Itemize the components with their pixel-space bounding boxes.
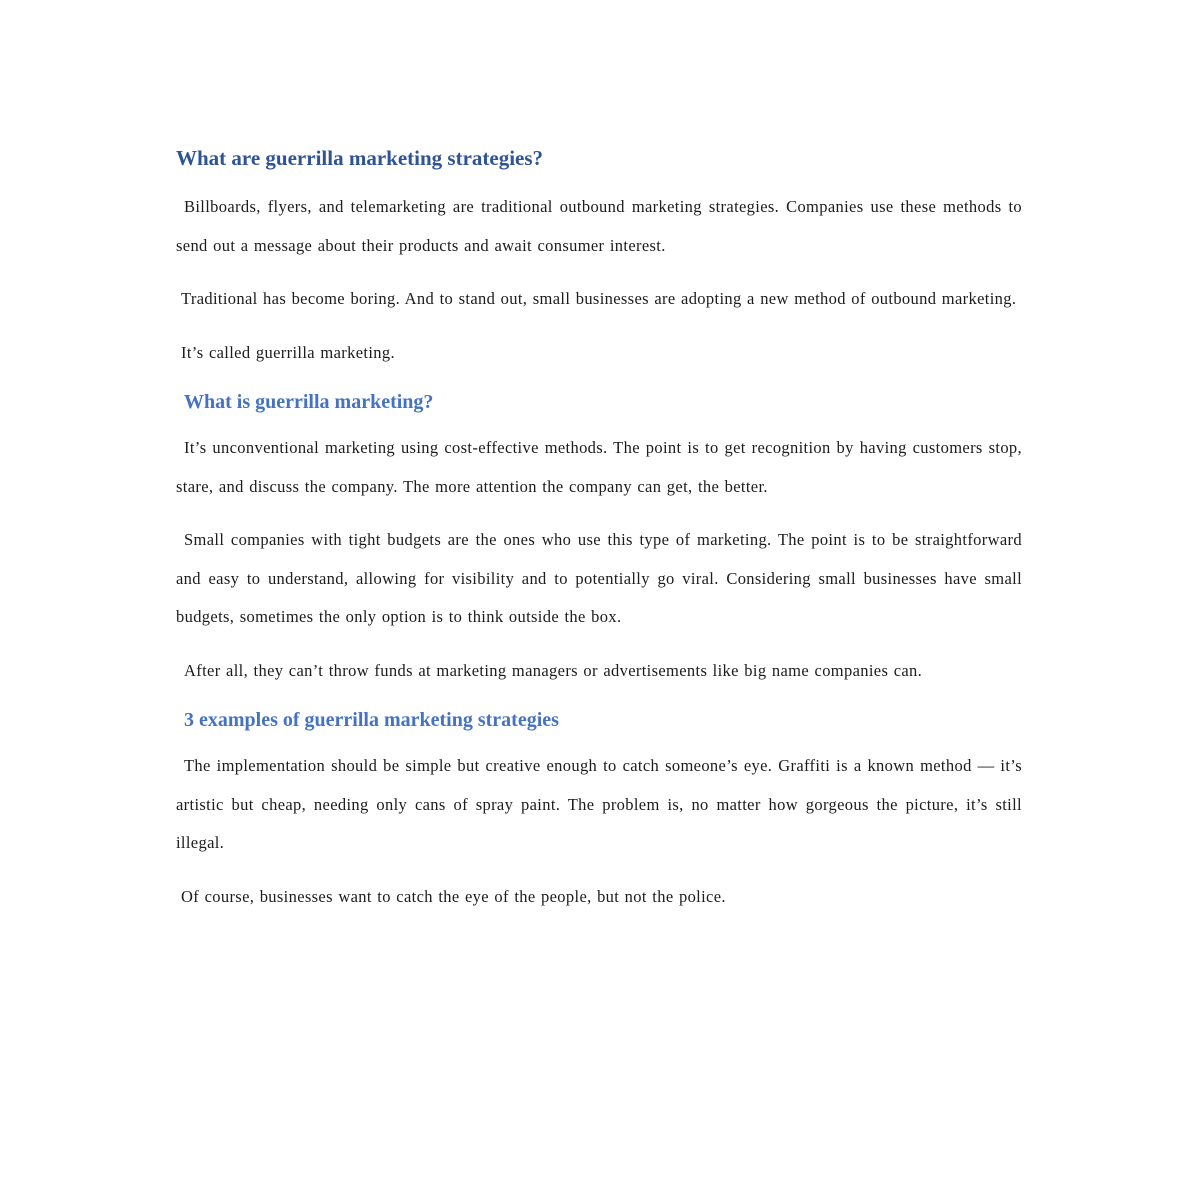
paragraph-traditional-strategies: Billboards, flyers, and telemarketing are traditional outbound marketing strategies. Companies use these methods to send out a message about their products and await consumer interest. <box>176 197 1022 255</box>
paragraph-of-course: Of course, businesses want to catch the eye of the people, but not the police. <box>181 886 726 906</box>
paragraph-small-companies: Small companies with tight budgets are the ones who use this type of marketing. The point is to be straightforward and easy to understand, allowing for visibility and to potentially go viral. Considering small businesses have small budgets, sometimes the only option is to think outside the box. <box>176 530 1022 626</box>
heading-three-examples: 3 examples of guerrilla marketing strategies <box>184 709 559 731</box>
paragraph-implementation: The implementation should be simple but creative enough to catch someone’s eye. Graffiti is a known method — it’s artistic but cheap, needing only cans of spray paint. The problem is, no matter how gorgeous the picture, it’s still illegal. <box>176 756 1022 852</box>
paragraph-traditional-boring: Traditional has become boring. And to stand out, small businesses are adopting a new method of outbound marketing. <box>181 289 1017 308</box>
paragraph-called-guerrilla: It’s called guerrilla marketing. <box>181 342 395 362</box>
paragraph-unconventional-marketing: It’s unconventional marketing using cost-effective methods. The point is to get recognition by having customers stop, stare, and discuss the company. The more attention the company can get, the better. <box>176 438 1022 496</box>
heading-guerrilla-strategies: What are guerrilla marketing strategies? <box>176 146 544 170</box>
heading-what-is-guerrilla: What is guerrilla marketing? <box>184 391 434 413</box>
paragraph-after-all: After all, they can’t throw funds at marketing managers or advertisements like big name companies can. <box>184 660 923 680</box>
